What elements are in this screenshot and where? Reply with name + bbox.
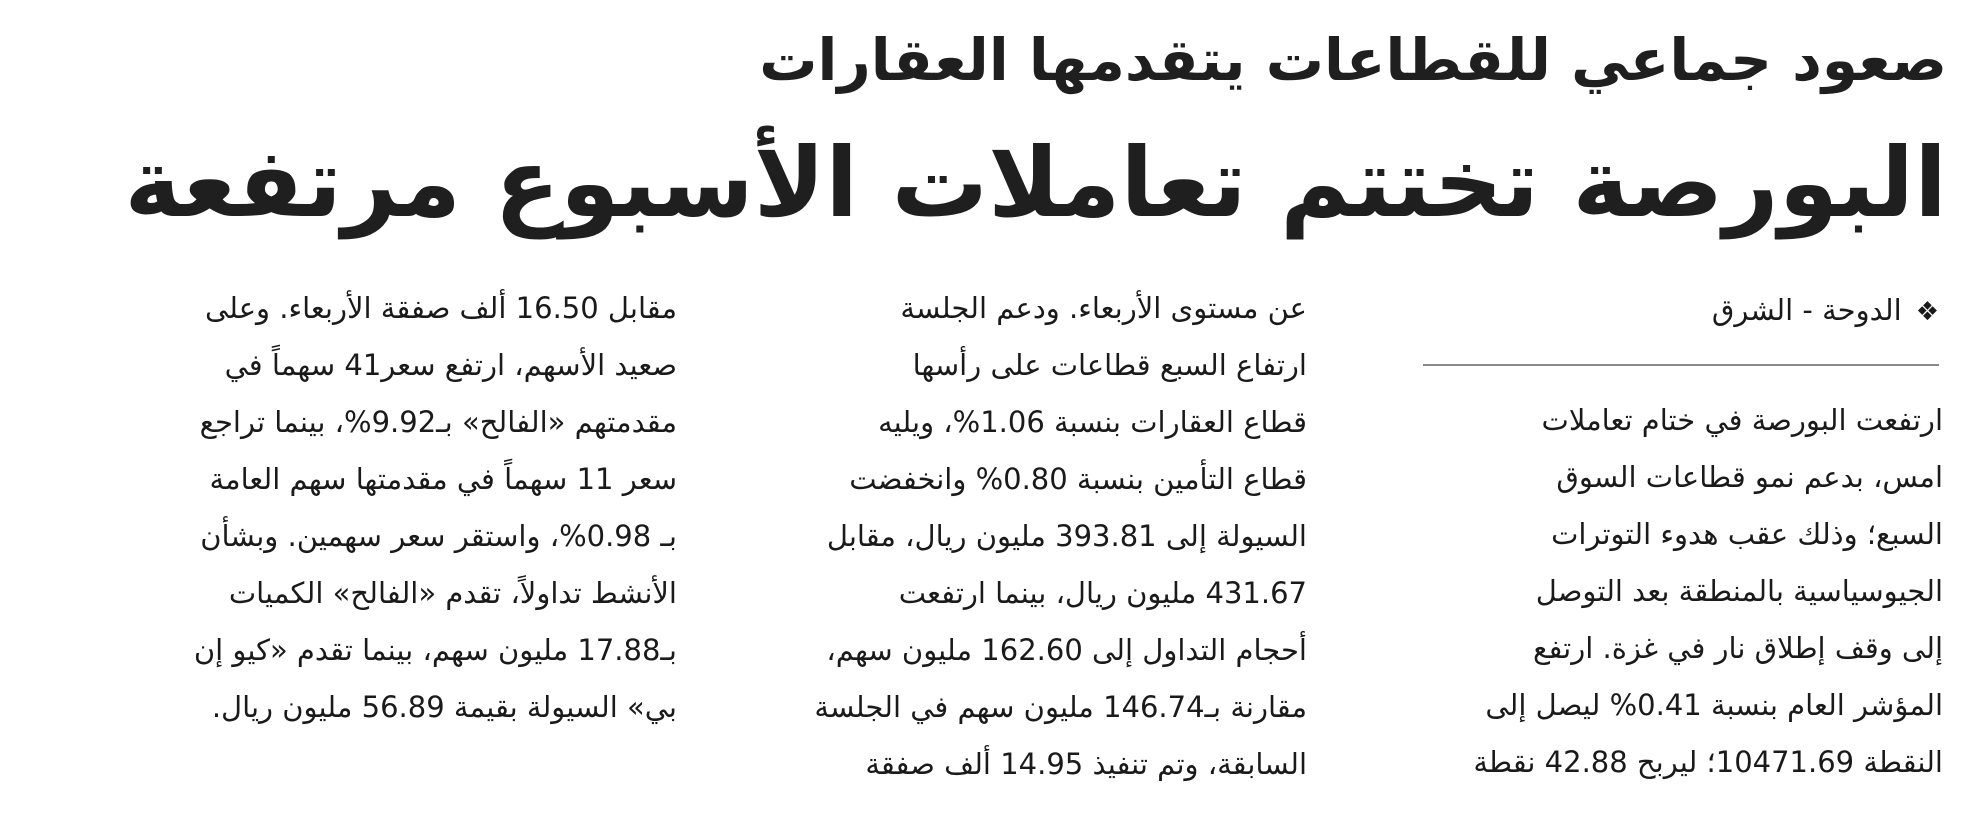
text-line: السابقة، وتم تنفيذ 14.95 ألف صفقة — [865, 747, 1307, 781]
text-line: الجيوسياسية بالمنطقة بعد التوصل — [1535, 574, 1943, 608]
text-line: ارتفعت البورصة في ختام تعاملات — [1541, 403, 1943, 437]
text-line: سعر 11 سهماً في مقدمتها سهم العامة — [209, 462, 677, 496]
text-line: بـ 0.98%، واستقر سعر سهمين. وبشأن — [200, 519, 677, 553]
text-line: 431.67 مليون ريال، بينما ارتفعت — [898, 576, 1307, 610]
article-column-middle — [707, 280, 1307, 793]
text-line: النقطة 10471.69؛ ليربح 42.88 نقطة — [1473, 745, 1943, 779]
text-line: قطاع العقارات بنسبة 1.06%، ويليه — [878, 405, 1307, 439]
text-line: عن مستوى الأربعاء. ودعم الجلسة — [900, 291, 1307, 325]
text-line: بـ17.88 مليون سهم، بينما تقدم «كيو إن — [193, 633, 677, 667]
text-line: مقدمتهم «الفالح» بـ9.92%، بينما تراجع — [199, 405, 677, 439]
article-headline: البورصة تختتم تعاملات الأسبوع مرتفعة — [124, 127, 1947, 239]
text-line: ارتفاع السبع قطاعات على رأسها — [912, 348, 1307, 382]
byline-text: الدوحة - الشرق — [1711, 293, 1902, 327]
article-column-left — [37, 280, 677, 736]
text-line: المؤشر العام بنسبة 0.41% ليصل إلى — [1485, 688, 1943, 722]
text-line: امس، بدعم نمو قطاعات السوق — [1556, 460, 1943, 494]
article-byline — [1419, 288, 1939, 334]
text-line: صعيد الأسهم، ارتفع سعر41 سهماً في — [224, 348, 677, 382]
text-line: مقارنة بـ146.74 مليون سهم في الجلسة — [814, 690, 1307, 724]
text-line: السيولة إلى 393.81 مليون ريال، مقابل — [826, 519, 1307, 553]
text-line: إلى وقف إطلاق نار في غزة. ارتفع — [1533, 631, 1943, 665]
byline-divider — [1423, 364, 1939, 366]
text-line: أحجام التداول إلى 162.60 مليون سهم، — [826, 633, 1307, 667]
text-line: الأنشط تداولاً، تقدم «الفالح» الكميات — [228, 576, 677, 610]
article-kicker: صعود جماعي للقطاعات يتقدمها العقارات — [759, 26, 1947, 94]
text-line: بي» السيولة بقيمة 56.89 مليون ريال. — [211, 690, 677, 724]
text-line: مقابل 16.50 ألف صفقة الأربعاء. وعلى — [204, 291, 677, 325]
article-column-right — [1413, 392, 1943, 791]
text-line: قطاع التأمين بنسبة 0.80% وانخفضت — [849, 462, 1307, 496]
text-line: السبع؛ وذلك عقب هدوء التوترات — [1551, 517, 1943, 551]
diamond-bullet-icon: ❖ — [1915, 297, 1939, 327]
